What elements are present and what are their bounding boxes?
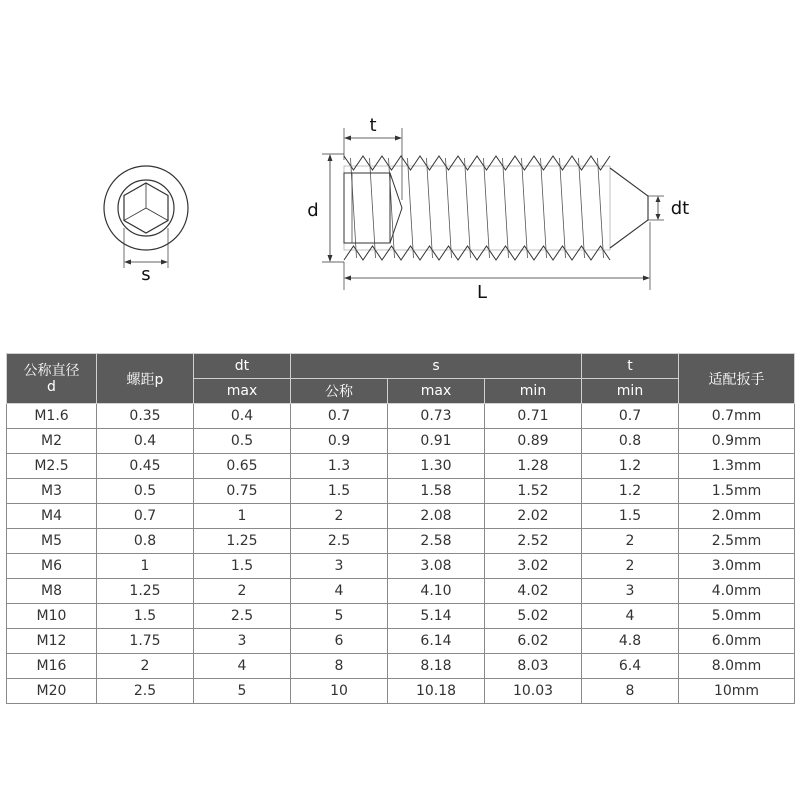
- header-t: t: [582, 354, 679, 379]
- cell-size: M16: [7, 654, 97, 679]
- cell-s-nominal: 10: [291, 679, 388, 704]
- thread-flank-line: [408, 158, 414, 258]
- cell-s-max: 3.08: [388, 554, 485, 579]
- table-row: [7, 554, 795, 579]
- table-row: [7, 429, 795, 454]
- cell-s-nominal: 1.5: [291, 479, 388, 504]
- cell-s-max: 0.73: [388, 404, 485, 429]
- cell-pitch: 0.35: [97, 404, 194, 429]
- cell-wrench: 2.0mm: [679, 504, 795, 529]
- cell-t-min: 1.2: [582, 454, 679, 479]
- header-d-line2: d: [47, 378, 56, 395]
- table-row: [7, 604, 795, 629]
- cell-wrench: 0.9mm: [679, 429, 795, 454]
- thread-flank-line: [598, 158, 604, 258]
- cell-dt-max: 2.5: [194, 604, 291, 629]
- spec-table: [6, 353, 795, 704]
- cell-size: M8: [7, 579, 97, 604]
- L-dimension-label: L: [476, 282, 488, 303]
- cell-s-min: 10.03: [485, 679, 582, 704]
- cell-dt-max: 2: [194, 579, 291, 604]
- cell-s-max: 4.10: [388, 579, 485, 604]
- cell-wrench: 4.0mm: [679, 579, 795, 604]
- cell-s-max: 1.58: [388, 479, 485, 504]
- thread-profile: [344, 156, 610, 260]
- cell-wrench: 10mm: [679, 679, 795, 704]
- cell-s-max: 8.18: [388, 654, 485, 679]
- cell-t-min: 4: [582, 604, 679, 629]
- dt-dimension-label: dt: [670, 198, 690, 219]
- cell-s-nominal: 2.5: [291, 529, 388, 554]
- cell-wrench: 3.0mm: [679, 554, 795, 579]
- cell-s-min: 1.28: [485, 454, 582, 479]
- cell-s-max: 2.08: [388, 504, 485, 529]
- cell-s-nominal: 4: [291, 579, 388, 604]
- cell-size: M4: [7, 504, 97, 529]
- cell-wrench: 0.7mm: [679, 404, 795, 429]
- cell-wrench: 5.0mm: [679, 604, 795, 629]
- cell-pitch: 1.75: [97, 629, 194, 654]
- cell-size: M20: [7, 679, 97, 704]
- thread-flank-line: [427, 158, 433, 258]
- header-s: s: [291, 354, 582, 379]
- t-dimension-label: t: [369, 115, 377, 136]
- cell-size: M5: [7, 529, 97, 554]
- cell-s-max: 1.30: [388, 454, 485, 479]
- cell-size: M2: [7, 429, 97, 454]
- thread-flank-line: [446, 158, 452, 258]
- cell-size: M12: [7, 629, 97, 654]
- header-s-min: min: [485, 379, 582, 404]
- table-row: [7, 504, 795, 529]
- cell-s-min: 1.52: [485, 479, 582, 504]
- cell-wrench: 1.5mm: [679, 479, 795, 504]
- cell-pitch: 2: [97, 654, 194, 679]
- thread-flank-line: [484, 158, 490, 258]
- cell-size: M3: [7, 479, 97, 504]
- thread-flank-line: [522, 158, 528, 258]
- thread-flank-line: [503, 158, 509, 258]
- cell-s-min: 2.02: [485, 504, 582, 529]
- cell-s-max: 2.58: [388, 529, 485, 554]
- cell-size: M2.5: [7, 454, 97, 479]
- cell-wrench: 8.0mm: [679, 654, 795, 679]
- table-row: [7, 629, 795, 654]
- thread-flank-line: [560, 158, 566, 258]
- cell-pitch: 0.5: [97, 479, 194, 504]
- table-row: [7, 579, 795, 604]
- cell-size: M1.6: [7, 404, 97, 429]
- header-s-max: max: [388, 379, 485, 404]
- cell-s-nominal: 0.7: [291, 404, 388, 429]
- cell-pitch: 0.8: [97, 529, 194, 554]
- cell-dt-max: 0.65: [194, 454, 291, 479]
- table-row: [7, 529, 795, 554]
- spec-table-body: [7, 404, 795, 704]
- cell-s-nominal: 0.9: [291, 429, 388, 454]
- cell-dt-max: 0.5: [194, 429, 291, 454]
- cell-t-min: 3: [582, 579, 679, 604]
- cell-t-min: 0.8: [582, 429, 679, 454]
- cell-s-max: 10.18: [388, 679, 485, 704]
- cell-wrench: 2.5mm: [679, 529, 795, 554]
- cell-pitch: 1: [97, 554, 194, 579]
- table-row: [7, 654, 795, 679]
- header-s-nominal: 公称: [291, 379, 388, 404]
- cell-dt-max: 0.75: [194, 479, 291, 504]
- cell-pitch: 0.4: [97, 429, 194, 454]
- cell-dt-max: 1: [194, 504, 291, 529]
- d-dimension-label: d: [307, 200, 319, 221]
- cell-s-max: 5.14: [388, 604, 485, 629]
- cell-s-nominal: 1.3: [291, 454, 388, 479]
- cell-s-max: 6.14: [388, 629, 485, 654]
- header-dt-max: max: [194, 379, 291, 404]
- header-dt: dt: [194, 354, 291, 379]
- s-dimension-label: s: [141, 264, 151, 285]
- cell-s-min: 4.02: [485, 579, 582, 604]
- cell-t-min: 2: [582, 554, 679, 579]
- cell-dt-max: 3: [194, 629, 291, 654]
- cell-s-min: 8.03: [485, 654, 582, 679]
- table-row: [7, 479, 795, 504]
- hex-socket-section: [344, 173, 390, 243]
- cell-s-nominal: 6: [291, 629, 388, 654]
- cell-s-min: 0.71: [485, 404, 582, 429]
- cell-dt-max: 5: [194, 679, 291, 704]
- header-pitch: 螺距p: [97, 354, 194, 404]
- cone-point: [610, 168, 648, 248]
- header-d-line1: 公称直径: [23, 362, 80, 379]
- cell-pitch: 0.7: [97, 504, 194, 529]
- table-row: [7, 454, 795, 479]
- cell-pitch: 1.25: [97, 579, 194, 604]
- end-view: [104, 166, 188, 268]
- cell-s-min: 0.89: [485, 429, 582, 454]
- cell-size: M6: [7, 554, 97, 579]
- cell-t-min: 1.2: [582, 479, 679, 504]
- cell-t-min: 0.7: [582, 404, 679, 429]
- cell-s-min: 3.02: [485, 554, 582, 579]
- thread-crest-top: [344, 156, 610, 170]
- thread-crest-bottom: [344, 246, 610, 260]
- cell-s-nominal: 5: [291, 604, 388, 629]
- cell-size: M10: [7, 604, 97, 629]
- header-wrench: 适配扳手: [679, 354, 795, 404]
- cell-t-min: 2: [582, 529, 679, 554]
- cell-dt-max: 1.25: [194, 529, 291, 554]
- cell-pitch: 1.5: [97, 604, 194, 629]
- thread-flank-line: [579, 158, 585, 258]
- cell-s-min: 2.52: [485, 529, 582, 554]
- cell-t-min: 4.8: [582, 629, 679, 654]
- header-t-min: min: [582, 379, 679, 404]
- cell-t-min: 1.5: [582, 504, 679, 529]
- cell-wrench: 1.3mm: [679, 454, 795, 479]
- thread-flank-line: [465, 158, 471, 258]
- cell-s-nominal: 2: [291, 504, 388, 529]
- cell-dt-max: 0.4: [194, 404, 291, 429]
- cell-pitch: 2.5: [97, 679, 194, 704]
- table-row: [7, 679, 795, 704]
- cell-s-min: 5.02: [485, 604, 582, 629]
- cell-s-nominal: 3: [291, 554, 388, 579]
- cell-dt-max: 4: [194, 654, 291, 679]
- side-view: [322, 128, 664, 290]
- table-row: [7, 404, 795, 429]
- cell-t-min: 8: [582, 679, 679, 704]
- cell-s-max: 0.91: [388, 429, 485, 454]
- header-nominal-diameter: [7, 354, 97, 404]
- technical-drawing: [0, 0, 800, 340]
- cell-t-min: 6.4: [582, 654, 679, 679]
- cell-s-min: 6.02: [485, 629, 582, 654]
- thread-flank-line: [541, 158, 547, 258]
- cell-pitch: 0.45: [97, 454, 194, 479]
- cell-wrench: 6.0mm: [679, 629, 795, 654]
- cell-s-nominal: 8: [291, 654, 388, 679]
- cell-dt-max: 1.5: [194, 554, 291, 579]
